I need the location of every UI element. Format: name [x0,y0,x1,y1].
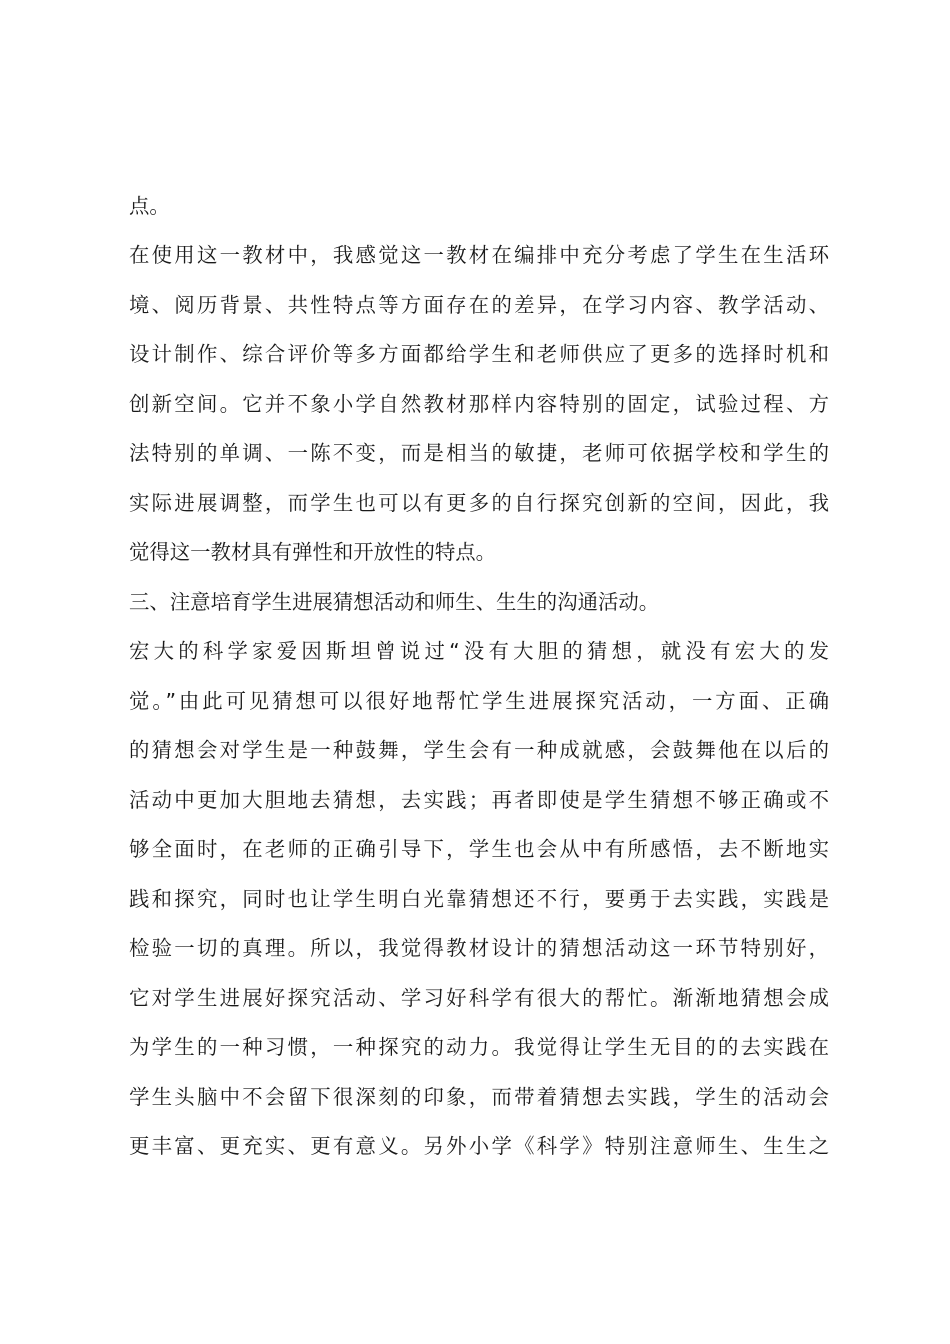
text-line: 学生头脑中不会留下很深刻的印象，而带着猜想去实践，学生的活动会 [129,1085,829,1109]
text-line: 点。 [129,194,170,218]
text-line: 宏大的科学家爱因斯坦曾说过“没有大胆的猜想，就没有宏大的发 [129,639,829,663]
text-line: 为学生的一种习惯，一种探究的动力。我觉得让学生无目的的去实践在 [129,1035,829,1059]
text-line: 在使用这一教材中，我感觉这一教材在编排中充分考虑了学生在生活环 [129,243,829,267]
text-line: 检验一切的真理。所以，我觉得教材设计的猜想活动这一环节特别好， [129,936,829,960]
text-line: 境、阅历背景、共性特点等方面存在的差异，在学习内容、教学活动、 [129,293,829,317]
section-heading: 三、注意培育学生进展猜想活动和师生、生生的沟通活动。 [129,590,660,614]
text-line: 觉。”由此可见猜想可以很好地帮忙学生进展探究活动，一方面、正确 [129,689,829,713]
text-line: 更丰富、更充实、更有意义。另外小学《科学》特别注意师生、生生之 [129,1134,829,1158]
text-line: 践和探究，同时也让学生明白光靠猜想还不行，要勇于去实践，实践是 [129,887,829,911]
text-line: 的猜想会对学生是一种鼓舞，学生会有一种成就感，会鼓舞他在以后的 [129,738,829,762]
text-line: 实际进展调整，而学生也可以有更多的自行探究创新的空间，因此，我 [129,491,829,515]
text-line: 够全面时，在老师的正确引导下，学生也会从中有所感悟，去不断地实 [129,837,829,861]
text-line: 设计制作、综合评价等多方面都给学生和老师供应了更多的选择时机和 [129,342,829,366]
text-line: 它对学生进展好探究活动、学习好科学有很大的帮忙。渐渐地猜想会成 [129,986,829,1010]
text-line: 法特别的单调、一陈不变，而是相当的敏捷，老师可依据学校和学生的 [129,441,829,465]
text-line: 创新空间。它并不象小学自然教材那样内容特别的固定，试验过程、方 [129,392,829,416]
text-line: 觉得这一教材具有弹性和开放性的特点。 [129,540,497,564]
text-line: 活动中更加大胆地去猜想，去实践；再者即使是学生猜想不够正确或不 [129,788,829,812]
